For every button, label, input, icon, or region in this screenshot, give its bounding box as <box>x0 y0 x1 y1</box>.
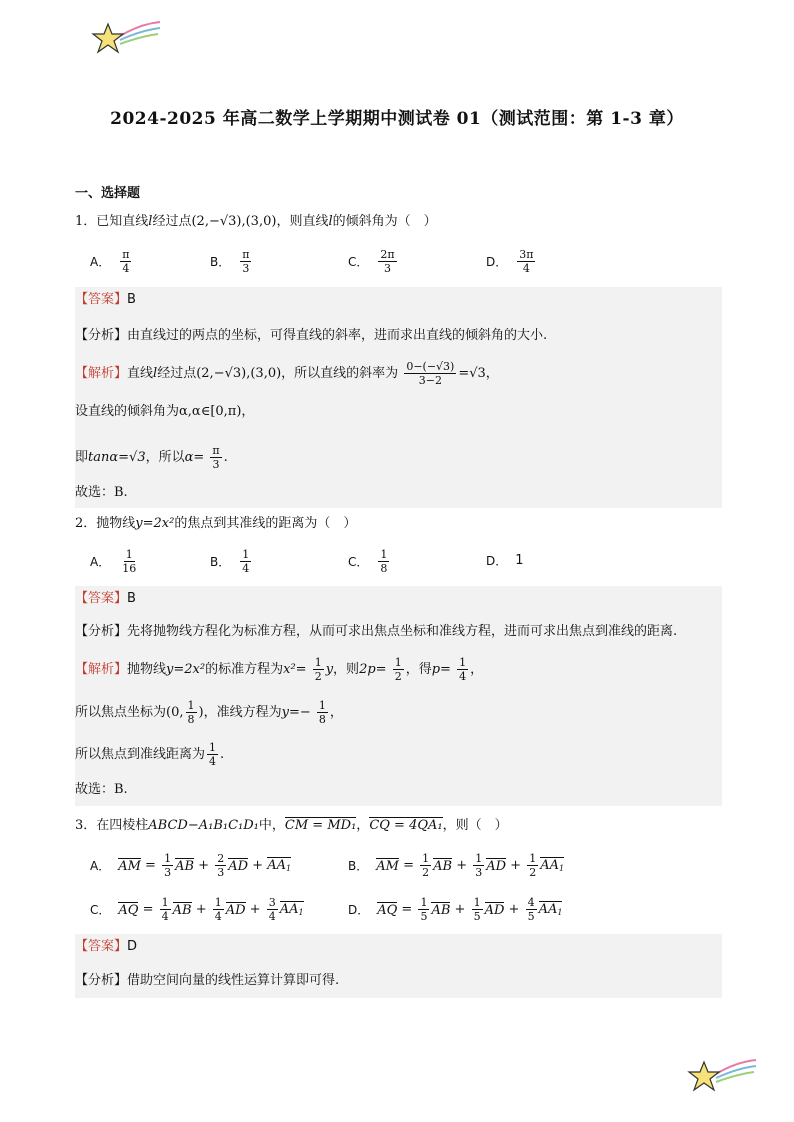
q1-analysis: 【分析】由直线过的两点的坐标，可得直线的斜率，进而求出直线的倾斜角的大小. <box>75 328 548 343</box>
q1-solution-line-3: 即tanα=√3，所以α= $\frac{\pi}{3}$ . <box>75 444 228 471</box>
q3-option-d[interactable]: D． AQ = $\frac{1}{5}$ AB + $\frac{1}{5}$ AD + $\frac{4}{5}$ $AA_1$ <box>348 896 563 923</box>
q3-answer: 【答案】D <box>75 939 138 954</box>
q2-option-b[interactable]: B． $\frac{1}{4}$ <box>210 548 250 575</box>
q3-option-b[interactable]: B． AM = $\frac{1}{2}$ AB + $\frac{1}{3}$ AD + $\frac{1}{2}$ $AA_1$ <box>348 852 565 879</box>
question-3-stem: 3．在四棱柱ABCD−A₁B₁C₁D₁中，CM = MD₁，CQ = 4QA₁，则（ ） <box>75 818 508 833</box>
q1-solution-box <box>75 287 722 508</box>
q1-answer: 【答案】B <box>75 292 136 307</box>
q2-solution-line-2: 所以焦点坐标为(0, $\frac{1}{8}$ )，准线方程为y=− $\frac{1}{8}$ ， <box>75 699 343 726</box>
q3-analysis: 【分析】借助空间向量的线性运算计算即可得. <box>75 973 340 988</box>
q1-option-d[interactable]: D． $\frac{3\pi}{4}$ <box>486 248 534 275</box>
q1-option-a[interactable]: A． $\frac{\pi}{4}$ <box>90 248 130 275</box>
section-heading: 一、选择题 <box>75 186 141 201</box>
q3-option-a[interactable]: A． AM = $\frac{1}{3}$ AB + $\frac{2}{3}$ AD + $AA_1$ <box>90 852 292 879</box>
q1-solution-line-2: 设直线的倾斜角为α,α∈[0,π)， <box>75 404 255 419</box>
q3-option-c[interactable]: C． AQ = $\frac{1}{4}$ AB + $\frac{1}{4}$ AD + $\frac{3}{4}$ $AA_1$ <box>90 896 304 923</box>
shooting-star-icon <box>686 1054 758 1098</box>
q2-solution-line-1: 【解析】抛物线y=2x²的标准方程为x²= $\frac{1}{2}$ y，则2p= $\frac{1}{2}$ ，得p= $\frac{1}{4}$ ， <box>75 656 484 683</box>
q2-option-d[interactable]: D． 1 <box>486 553 524 568</box>
q2-solution-box <box>75 586 722 806</box>
q2-option-c[interactable]: C． $\frac{1}{8}$ <box>348 548 388 575</box>
question-1-stem: 1．已知直线l经过点(2,−√3),(3,0)，则直线l的倾斜角为（ ） <box>75 214 437 229</box>
q1-choose: 故选：B. <box>75 485 128 500</box>
page-title: 2024-2025 年高二数学上学期期中测试卷 01（测试范围：第 1-3 章） <box>110 109 684 129</box>
q1-solution-line-1: 【解析】直线l经过点(2,−√3),(3,0)，所以直线的斜率为 $\frac{0-(-√3)}{3-2}$ =√3， <box>75 360 499 387</box>
q2-analysis: 【分析】先将抛物线方程化为标准方程，从而可求出焦点坐标和准线方程，进而可求出焦点到准线的距离. <box>75 624 678 639</box>
q1-option-b[interactable]: B． $\frac{\pi}{3}$ <box>210 248 250 275</box>
question-2-stem: 2．抛物线y=2x²的焦点到其准线的距离为（ ） <box>75 516 357 531</box>
q2-answer: 【答案】B <box>75 591 136 606</box>
q1-option-c[interactable]: C． $\frac{2\pi}{3}$ <box>348 248 395 275</box>
q2-solution-line-3: 所以焦点到准线距离为 $\frac{1}{4}$ . <box>75 741 225 768</box>
q2-choose: 故选：B. <box>75 782 128 797</box>
q2-option-a[interactable]: A． $\frac{1}{16}$ <box>90 548 137 575</box>
shooting-star-icon <box>90 16 162 60</box>
